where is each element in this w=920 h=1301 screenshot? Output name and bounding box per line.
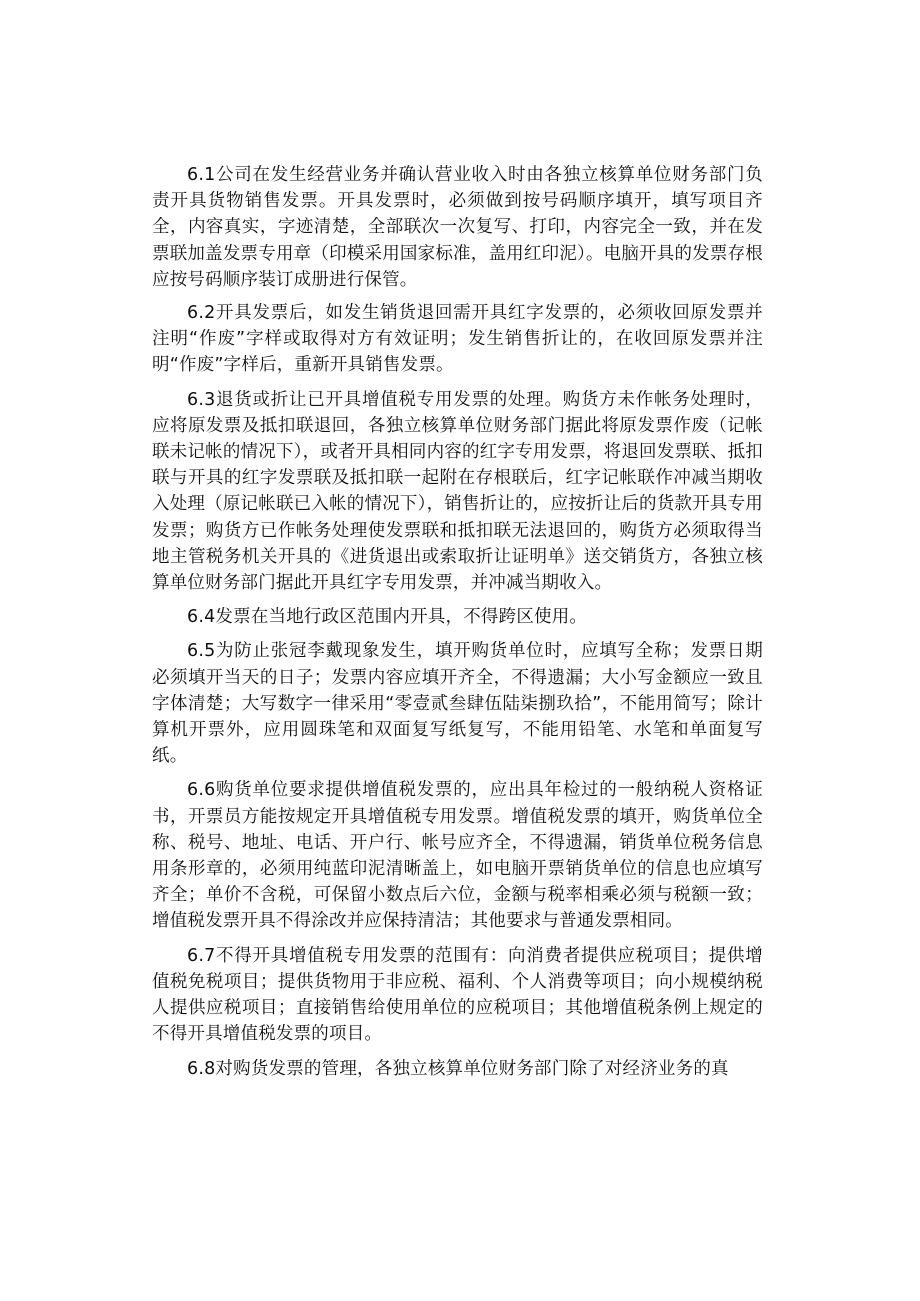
paragraph-6-5: 6.5为防止张冠李戴现象发生，填开购货单位时，应填写全称；发票日期必须填开当天的日子；发票内容应填开齐全，不得遗漏；大小写金额应一致且字体清楚；大写数字一律采用“零壹贰叁肆伍陆柒捌玖拾”，不能用简写；除计算机开票外，应用圆珠笔和双面复写纸复写，不能用铅笔、水笔和单面复写纸。: [152, 641, 763, 767]
paragraph-6-1: 6.1公司在发生经营业务并确认营业收入时由各独立核算单位财务部门负责开具货物销售发票。开具发票时，必须做到按号码顺序填开，填写项目齐全，内容真实，字迹清楚，全部联次一次复写、打印，内容完全一致，并在发票联加盖发票专用章（印模采用国家标准，盖用红印泥）。电脑开具的发票存根应按号码顺序装订成册进行保管。: [152, 165, 763, 290]
document-body: [152, 162, 763, 1082]
paragraph-6-6: 6.6购货单位要求提供增值税发票的，应出具年检过的一般纳税人资格证书，开票员方能按规定开具增值税专用发票。增值税发票的填开，购货单位全称、税号、地址、电话、开户行、帐号应齐全，不得遗漏，销货单位税务信息用条形章的，必须用纯蓝印泥清晰盖上，如电脑开票销货单位的信息也应填写齐全；单价不含税，可保留小数点后六位，金额与税率相乘必须与税额一致；增值税发票开具不得涂改并应保持清洁；其他要求与普通发票相同。: [152, 780, 763, 932]
paragraph-6-4: 6.4发票在当地行政区范围内开具，不得跨区使用。: [187, 607, 588, 628]
paragraph-6-8: 6.8对购货发票的管理，各独立核算单位财务部门除了对经济业务的真: [187, 1058, 729, 1079]
paragraph-6-7: 6.7不得开具增值税专用发票的范围有：向消费者提供应税项目；提供增值税免税项目；提供货物用于非应税、福利、个人消费等项目；向小规模纳税人提供应税项目；直接销售给使用单位的应税项目；其他增值税条例上规定的不得开具增值税发票的项目。: [152, 945, 763, 1045]
paragraph-6-2: 6.2开具发票后，如发生销货退回需开具红字发票的，必须收回原发票并注明“作废”字样或取得对方有效证明；发生销售折让的，在收回原发票并注明“作废”字样后，重新开具销售发票。: [152, 303, 763, 376]
paragraph-6-3: 6.3退货或折让已开具增值税专用发票的处理。购货方未作帐务处理时，应将原发票及抵扣联退回，各独立核算单位财务部门据此将原发票作废（记帐联未记帐的情况下），或者开具相同内容的红字专用发票，将退回发票联、抵扣联与开具的红字发票联及抵扣联一起附在存根联后，红字记帐联作冲减当期收入处理（原记帐联已入帐的情况下），销售折让的，应按折让后的货款开具专用发票；购货方已作帐务处理使发票联和抵扣联无法退回的，购货方必须取得当地主管税务机关开具的《进货退出或索取折让证明单》送交销货方，各独立核算单位财务部门据此开具红字专用发票，并冲减当期收入。: [152, 389, 763, 594]
